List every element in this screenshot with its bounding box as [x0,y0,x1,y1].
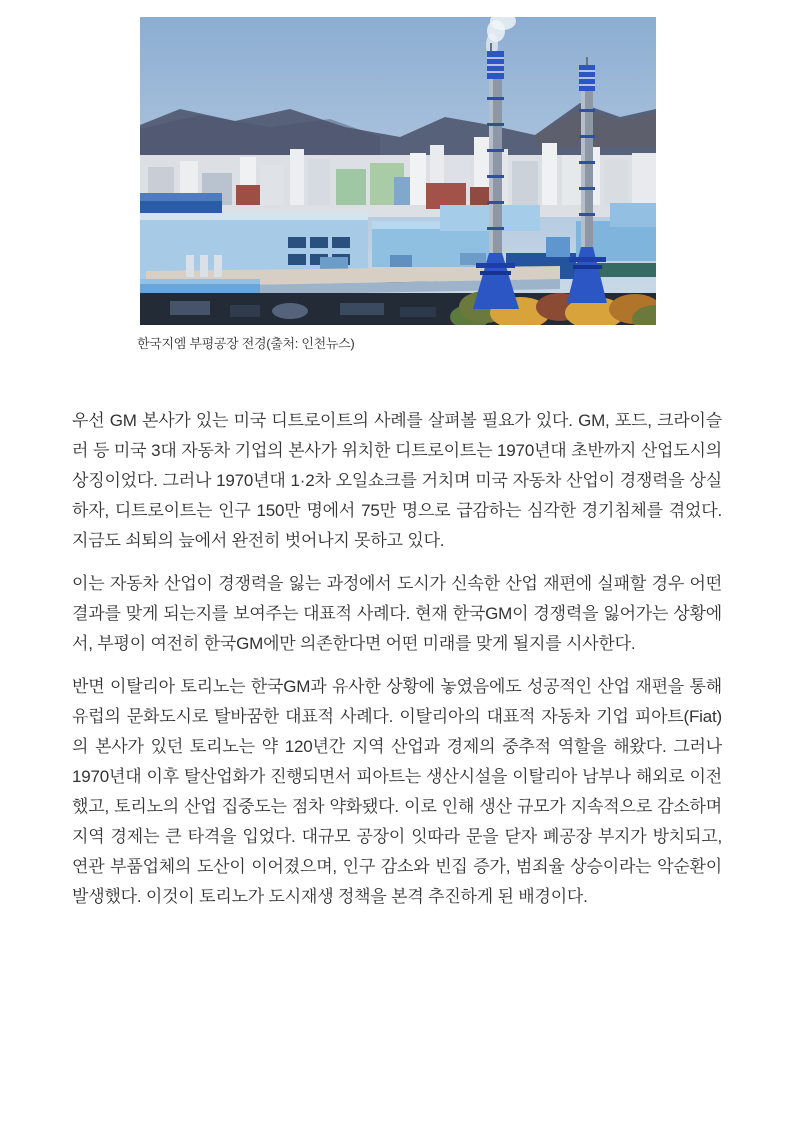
paragraph-torino-case: 반면 이탈리아 토리노는 한국GM과 유사한 상황에 놓였음에도 성공적인 산업 재편을 통해 유럽의 문화도시로 탈바꿈한 대표적 사례다. 이탈리아의 대표적 자동차 기업 피아트(Fiat)의 본사가 있던 토리노는 약 120년간 지역 산업과 경제의 중추적 역할을 해왔다. 그러나 1970년대 이후 탈산업화가 진행되면서 피아트는 생산시설을 이탈리아 남부나 해외로 이전했고, 토리노의 산업 집중도는 점차 약화됐다. 이로 인해 생산 규모가 지속적으로 감소하며 지역 경제는 큰 타격을 입었다. 대규모 공장이 잇따라 문을 닫자 폐공장 부지가 방치되고, 연관 부품업체의 도산이 이어졌으며, 인구 감소와 빈집 증가, 범죄율 상승이라는 악순환이 발생했다. 이것이 토리노가 도시재생 정책을 본격 추진하게 된 배경이다. [72,677,722,906]
figure-factory-photo [137,17,656,352]
paragraph-implication: 이는 자동차 산업이 경쟁력을 잃는 과정에서 도시가 신속한 산업 재편에 실패할 경우 어떤 결과를 맞게 되는지를 보여주는 대표적 사례다. 현재 한국GM이 경쟁력을 잃어가는 상황에서, 부평이 여전히 한국GM에만 의존한다면 어떤 미래를 맞게 될지를 시사한다. [72,574,722,653]
paragraph-detroit-case: 우선 GM 본사가 있는 미국 디트로이트의 사례를 살펴볼 필요가 있다. GM, 포드, 크라이슬러 등 미국 3대 자동차 기업의 본사가 위치한 디트로이트는 1970년대 초반까지 산업도시의 상징이었다. 그러나 1970년대 1·2차 오일쇼크를 거치며 미국 자동차 산업이 경쟁력을 상실하자, 디트로이트는 인구 150만 명에서 75만 명으로 급감하는 심각한 경기침체를 겪었다. 지금도 쇠퇴의 늪에서 완전히 벗어나지 못하고 있다. [72,411,722,550]
factory-photo-image [140,17,656,325]
photo-caption: 한국지엠 부평공장 전경(출처: 인천뉴스) [137,336,355,351]
article-body [72,406,722,912]
